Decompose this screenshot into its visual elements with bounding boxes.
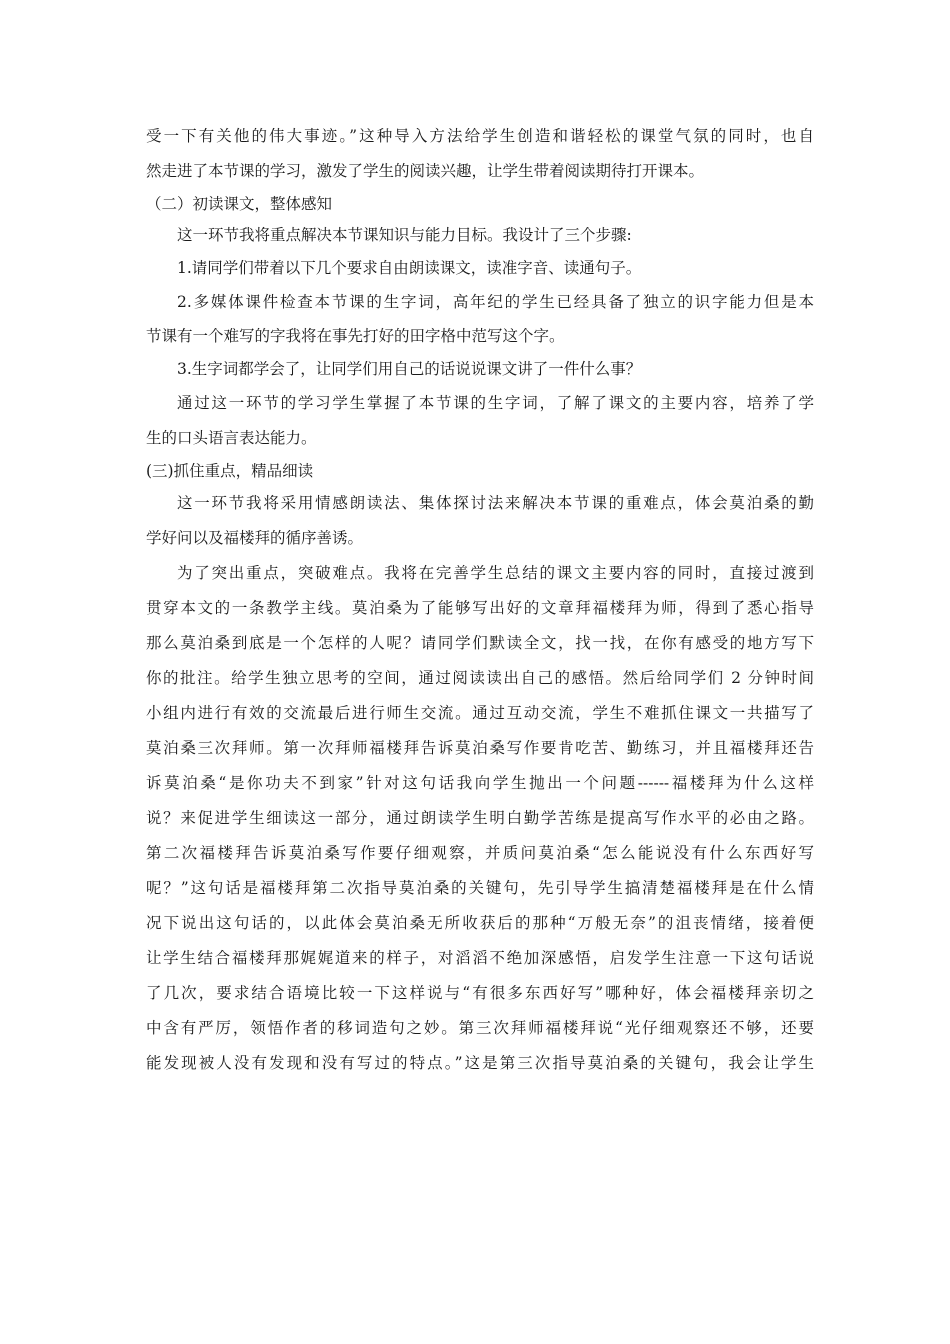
text-line: 呢？”这句话是福楼拜第二次指导莫泊桑的关键句，先引导学生搞清楚福楼拜是在什么情	[146, 879, 814, 897]
text-line: 然走进了本节课的学习，激发了学生的阅读兴趣，让学生带着阅读期待打开课本。	[146, 162, 705, 180]
text-line: 学好问以及福楼拜的循序善诱。	[146, 529, 364, 547]
text-line: 那么莫泊桑到底是一个怎样的人呢？请同学们默读全文，找一找，在你有感受的地方写下	[146, 634, 814, 652]
text-line: 能发现被人没有发现和没有写过的特点。”这是第三次指导莫泊桑的关键句，我会让学生	[146, 1054, 814, 1072]
text-line: 让学生结合福楼拜那娓娓道来的样子，对滔滔不绝加深感悟，启发学生注意一下这句话说	[146, 949, 814, 967]
text-line: 这一环节我将重点解决本节课知识与能力目标。我设计了三个步骤:	[177, 226, 632, 244]
text-line: 况下说出这句话的，以此体会莫泊桑无所收获后的那种“万般无奈”的沮丧情绪，接着便	[146, 914, 814, 932]
text-line: 通过这一环节的学习学生掌握了本节课的生字词，了解了课文的主要内容，培养了学	[177, 394, 814, 412]
text-line: 莫泊桑三次拜师。第一次拜师福楼拜告诉莫泊桑写作要肯吃苦、勤练习，并且福楼拜还告	[146, 739, 814, 757]
document-body	[146, 119, 814, 1081]
text-line: 贯穿本文的一条教学主线。莫泊桑为了能够写出好的文章拜福楼拜为师，得到了悉心指导	[146, 599, 814, 617]
text-line: 生的口头语言表达能力。	[146, 429, 317, 447]
list-item: 2.多媒体课件检查本节课的生字词，高年纪的学生已经具备了独立的识字能力但是本	[177, 293, 814, 311]
text-line: 诉莫泊桑“是你功夫不到家”针对这句话我向学生抛出一个问题------福楼拜为什么这样	[146, 774, 814, 792]
section-heading: (三)抓住重点，精品细读	[146, 462, 314, 480]
text-line: 这一环节我将采用情感朗读法、集体探讨法来解决本节课的重难点，体会莫泊桑的勤	[177, 494, 814, 512]
list-item: 3.生字词都学会了，让同学们用自己的话说说课文讲了一件什么事？	[177, 360, 642, 378]
text-line: 为了突出重点，突破难点。我将在完善学生总结的课文主要内容的同时，直接过渡到	[177, 564, 814, 582]
text-line: 了几次，要求结合语境比较一下这样说与“有很多东西好写”哪种好，体会福楼拜亲切之	[146, 984, 814, 1002]
list-item: 1.请同学们带着以下几个要求自由朗读课文，读准字音、读通句子。	[177, 259, 642, 277]
section-heading: （二）初读课文，整体感知	[146, 195, 333, 213]
text-line: 说？来促进学生细读这一部分，通过朗读学生明白勤学苦练是提高写作水平的必由之路。	[146, 809, 814, 827]
text-line: 小组内进行有效的交流最后进行师生交流。通过互动交流，学生不难抓住课文一共描写了	[146, 704, 814, 722]
text-line: 受一下有关他的伟大事迹。”这种导入方法给学生创造和谐轻松的课堂气氛的同时，也自	[146, 127, 814, 145]
text-line: 第二次福楼拜告诉莫泊桑写作要仔细观察，并质问莫泊桑“怎么能说没有什么东西好写	[146, 844, 814, 862]
text-line: 你的批注。给学生独立思考的空间，通过阅读读出自己的感悟。然后给同学们 2 分钟时间	[146, 669, 814, 687]
text-line: 中含有严厉，领悟作者的移词造句之妙。第三次拜师福楼拜说“光仔细观察还不够，还要	[146, 1019, 814, 1037]
text-line: 节课有一个难写的字我将在事先打好的田字格中范写这个字。	[146, 327, 565, 345]
